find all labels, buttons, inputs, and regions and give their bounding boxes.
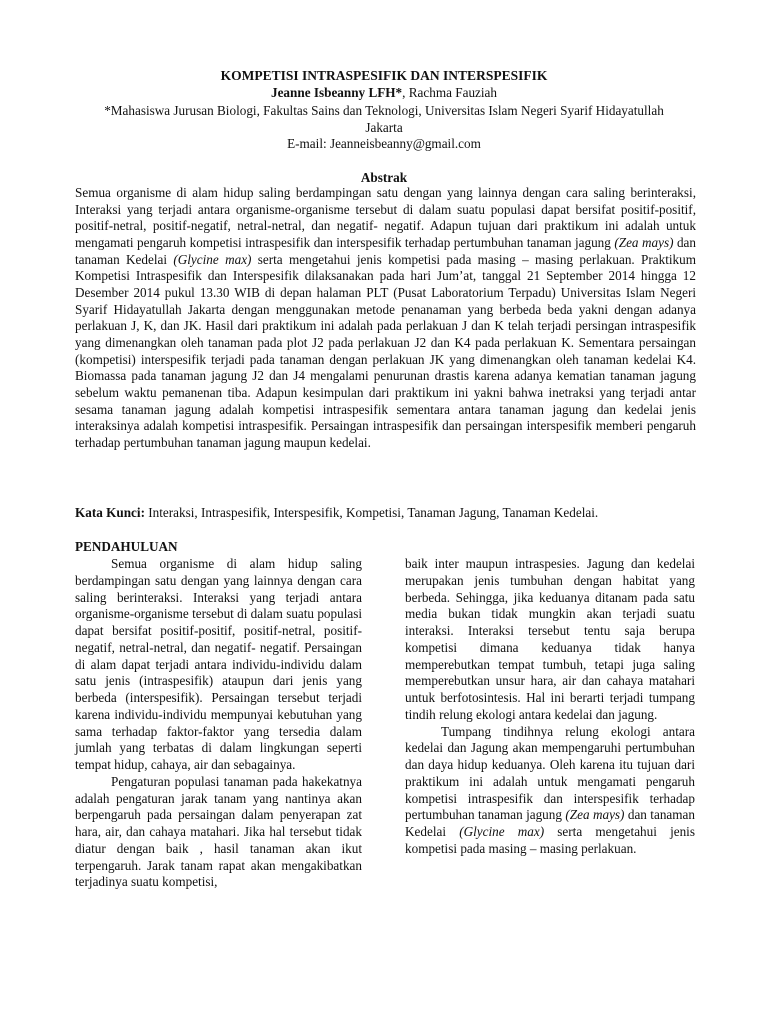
main-author: Jeanne Isbeanny LFH* — [270, 85, 403, 100]
keywords-text: Interaksi, Intraspesifik, Interspesifik, Kompetisi, Tanaman Jagung, Tanaman Kedelai. — [144, 505, 599, 520]
abstract-text-2: dan tanaman Kedelai — [75, 234, 696, 267]
author-email: E-mail: Jeanneisbeanny@gmail.com — [287, 136, 481, 151]
abstract-text-3: serta mengetahui jenis kompetisi pada masing – masing perlakuan. Praktikum Kompetisi Intraspesifik dan Interspesifik dilaksanakan pada hari Jum’at, tanggal 21 September 2014 hingga 12 Desember 2014 pukul 13.30 WIB di depan halaman PLT (Pusat Laboratorium Terpadu) Universitas Islam Negeri Syarif Hidayatullah Jakarta dengan menggunakan metode penanaman yang berbeda beda yakni dengan adanya perlakuan J, K, dan JK. Hasil dari praktikum ini adalah pada perlakuan J dan K telah terjadi persingan intraspesifik yang dimenangkan oleh tanaman pada plot J2 pada perlakuan J2 dan K4 pada perlakuan K. Sementara persaingan (kompetisi) interspesifik terjadi pada tanaman dengan perlakuan JK yang dimenangkan oleh tanaman kedelai K4. Biomassa pada tanaman jagung J2 dan J4 mengalami penurunan drastis karena adanya kematian tanaman jagung sebelum waktu pemanenan tiba. Adapun kesimpulan dari praktikum ini yakni bahwa inetraksi yang terjadi antar sesama tanaman jagung adalah kompetisi intraspesifik sementara antara tanaman jagung dan kedelai jenis interaksinya adalah kompetisi intraspesifik. Persaingan intraspesifik dan persaingan interspesifik memberi pengaruh terhadap pertumbuhan tanaman jagung maupun kedelai. — [75, 251, 696, 450]
keywords — [75, 505, 696, 522]
abstract-zea-mays: (Zea mays) — [614, 234, 674, 250]
intro-paragraph-3 — [405, 724, 695, 858]
keywords-label: Kata Kunci: — [75, 505, 145, 520]
intro-left-column — [75, 556, 362, 891]
abstract-body — [75, 185, 696, 452]
intro-glycine-max: (Glycine max) — [459, 824, 545, 839]
intro-paragraph-2-continued: baik inter maupun intraspesies. Jagung dan kedelai merupakan jenis tumbuhan dengan habitat yang berbeda. Sehingga, jika keduanya ditanam pada satu media bukan tidak mungkin akan terjadi suatu interaksi. Interaksi tersebut tentu saja berupa kompetisi dimana keduanya tidak hanya memperebutkan tempat tumbuh, tetapi juga saling memperebutkan unsur hara, air dan cahaya matahari untuk berfotosintesis. Hal ini berarti terjadi tumpang tindih relung ekologi antara kedelai dan jagung. — [405, 556, 695, 722]
intro-right-column — [405, 556, 695, 858]
abstract-text-1: Semua organisme di alam hidup saling berdampingan satu dengan yang lainnya dengan cara saling berinteraksi, Interaksi yang terjadi antara organisme-organisme tersebut di dalam suatu populasi dapat bersifat positif-positif, positif-netral, positif-negatif, netral-netral, dan negatif- negatif. Adapun tujuan dari praktikum ini adalah untuk mengamati pengaruh kompetisi intraspesifik dan interspesifik terhadap pertumbuhan tanaman jagung — [75, 185, 696, 250]
abstract-heading: Abstrak — [360, 170, 408, 185]
affiliation: *Mahasiswa Jurusan Biologi, Fakultas Sains dan Teknologi, Universitas Islam Negeri Syarif Hidayatullah Jakarta — [104, 103, 664, 135]
co-author: , Rachma Fauziah — [402, 85, 497, 100]
intro-paragraph-1: Semua organisme di alam hidup saling berdampingan satu dengan yang lainnya dengan cara saling berinteraksi. Interaksi yang terjadi antara organisme-organisme tersebut di dalam suatu populasi dapat bersifat positif-positif, positif-netral, positif-negatif, netral-netral, dan negatif- negatif. Persaingan di alam dapat terjadi antara individu-individu dalam satu jenis (intraspesifik) ataupun dari jenis yang berbeda (interspesifik). Persaingan tersebut terjadi karena individu-individu mempunyai kebutuhan yang sama terhadap faktor-faktor yang tersedia dalam jumlah yang terbatas di dalam lingkungan seperti tempat hidup, cahaya, air dan sebagainya. — [75, 556, 363, 772]
intro-p3-text-2: dan tanaman Kedelai — [405, 807, 695, 839]
paper-title: KOMPETISI INTRASPESIFIK DAN INTERSPESIFIK — [220, 68, 548, 83]
author-line — [0, 85, 768, 102]
intro-p3-text-1: Tumpang tindihnya relung ekologi antara kedelai dan Jagung akan mempengaruhi pertumbuhan dan daya hidup keduanya. Oleh karena itu tujuan dari praktikum ini adalah untuk mengamati pengaruh kompetisi intraspesifik dan interspesifik terhadap pertumbuhan tanaman jagung — [405, 723, 695, 823]
intro-paragraph-2: Pengaturan populasi tanaman pada hakekatnya adalah pengaturan jarak tanam yang nantinya akan berpengaruh pada persaingan dalam penyerapan zat hara, air, dan cahaya matahari. Jika hal tersebut tidak diatur dengan baik , hasil tanaman akan ikut terpengaruh. Jarak tanam rapat akan mengakibatkan terjadinya suatu kompetisi, — [75, 773, 362, 890]
section-heading-pendahuluan: PENDAHULUAN — [75, 539, 178, 554]
intro-zea-mays: (Zea mays) — [565, 807, 625, 823]
intro-p3-text-3: serta mengetahui jenis kompetisi pada masing – masing perlakuan. — [405, 824, 695, 856]
abstract-glycine-max: (Glycine max) — [173, 251, 252, 267]
